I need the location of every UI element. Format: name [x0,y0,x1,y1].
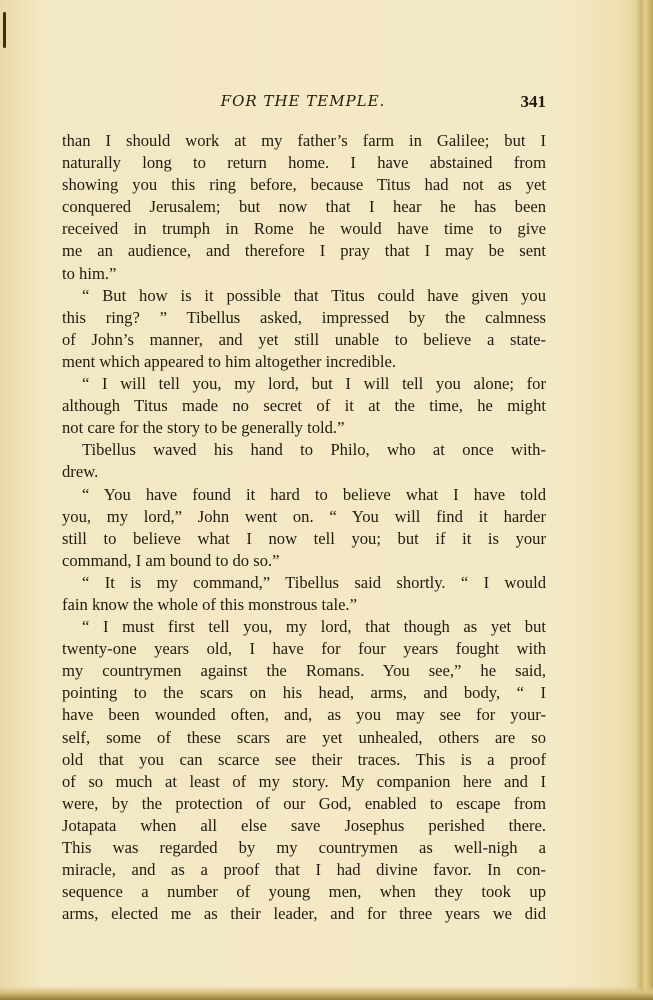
text-line: “ But how is it possible that Titus could have given you [82,285,546,305]
text-line: miracle, and as a proof that I had divine favor. In con- [62,860,546,880]
text-line: to him.” [62,263,117,283]
text-line: were, by the protection of our God, enabled to escape from [62,793,546,813]
text-line: this ring? ” Tibellus asked, impressed by the calmness [62,307,546,327]
text-line: “ I must first tell you, my lord, that though as yet but [82,617,546,637]
running-title: FOR THE TEMPLE. [220,92,386,110]
text-line: pointing to the scars on his head, arms, and body, “ I [62,683,546,703]
text-line: twenty-one years old, I have for four years fought with [62,639,546,659]
text-line: drew. [62,462,99,482]
page-number: 341 [520,92,546,111]
text-line: This was regarded by my countrymen as well-nigh a [62,838,546,857]
text-line: although Titus made no secret of it at the time, he might [62,396,546,416]
text-line: you, my lord,” John went on. “ You will find it harder [62,506,546,526]
text-line: ment which appeared to him altogether incredible. [62,351,397,371]
text-line: arms, elected me as their leader, and for three years we did [62,904,546,924]
text-line: conquered Jerusalem; but now that I hear he has been [62,197,546,217]
text-line: “ I will tell you, my lord, but I will tell you alone; for [82,374,546,394]
text-line: have been wounded often, and, as you may see for your- [62,705,546,725]
text-line: command, I am bound to do so.” [62,550,280,570]
text-line: old that you can scarce see their traces. This is a proof [62,749,546,769]
text-line: “ It is my command,” Tibellus said shortly. “ I would [82,572,546,592]
text-line: than I should work at my father’s farm in Galilee; but I [62,131,546,150]
binding-mark [3,12,6,48]
text-line: showing you this ring before, because Titus had not as yet [62,175,546,195]
text-line: me an audience, and therefore I pray that I may be sent [62,241,546,261]
text-line: my countrymen against the Romans. You see,” he said, [62,661,546,681]
text-line: sequence a number of young men, when they took up [62,882,546,902]
text-line: of so much at least of my story. My companion here and I [62,771,546,791]
text-line: self, some of these scars are yet unhealed, others are so [62,727,546,747]
text-line: Jotapata when all else save Josephus perished there. [62,815,546,835]
text-line: “ You have found it hard to believe what I have told [82,484,546,504]
text-line: not care for the story to be generally told.” [62,418,345,438]
page-bottom-edge [0,986,653,1000]
body-text [62,130,546,925]
page-header [60,92,546,116]
text-line: fain know the whole of this monstrous tale.” [62,594,357,614]
text-line: received in trumph in Rome he would have time to give [62,219,546,239]
text-line: of John’s manner, and yet still unable to believe a state- [62,329,546,349]
text-line: naturally long to return home. I have abstained from [62,153,546,173]
text-line: still to believe what I now tell you; but if it is your [62,528,546,548]
text-line: Tibellus waved his hand to Philo, who at once with- [82,440,546,460]
